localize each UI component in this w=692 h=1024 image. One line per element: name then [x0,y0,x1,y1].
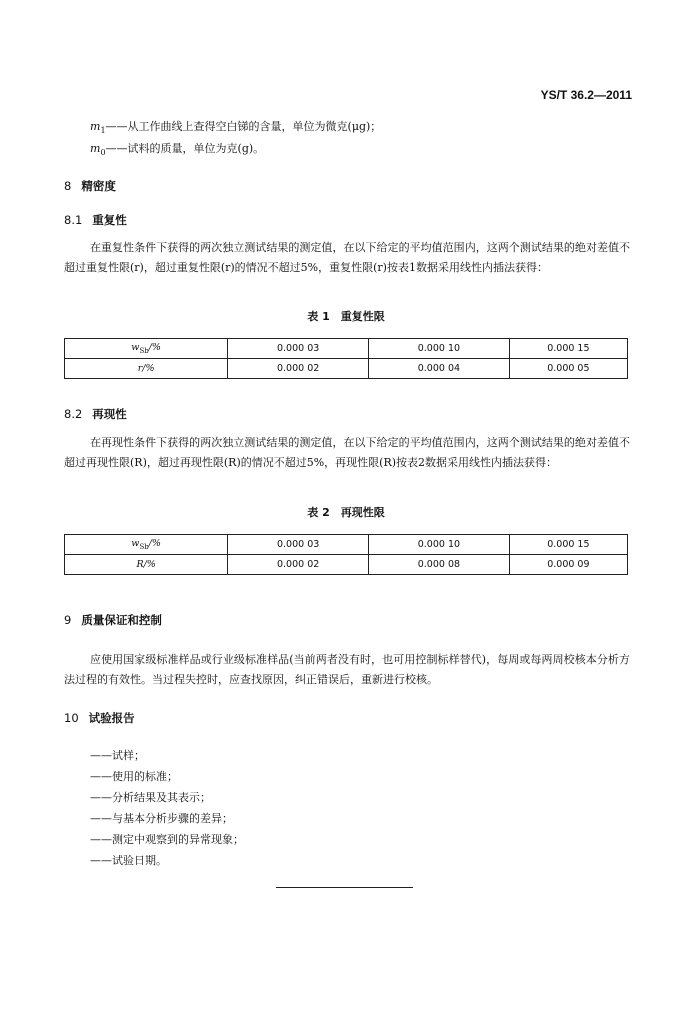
section-8-1-paragraph: 在重复性条件下获得的两次独立测试结果的测定值，在以下给定的平均值范围内，这两个测试结果的绝对差值不超过重复性限(r)，超过重复性限(r)的情况不超过5%，重复性限(r)按表1数据采用线性内插法获得： [64,241,631,274]
section-10-heading [64,710,135,726]
table-cell: 0.000 03 [228,339,369,359]
standard-code-header: YS/T 36.2—2011 [540,88,632,102]
row-header: $w_{Sb}/\%$ [65,339,228,359]
formula-symbol: $m_0$ [90,142,106,158]
table-cell: 0.000 03 [228,535,369,555]
list-item: ——试验日期。 [90,854,167,867]
list-item: ——使用的标准； [90,770,178,783]
section-8-2-heading [64,406,127,422]
formula-text: ——从工作曲线上查得空白锑的含量，单位为微克(μg)； [105,120,382,133]
table-2-caption: 表 2 再现性限 [307,506,385,519]
repeatability-table [64,338,628,379]
table-cell: 0.000 05 [509,359,627,379]
section-number: 8.2 [64,407,83,421]
formula-def-m1 [90,118,381,135]
table-cell: 0.000 10 [369,535,510,555]
section-8-heading [64,178,116,194]
section-9-paragraph: 应使用国家级标准样品或行业级标准样品(当前两者没有时，也可用控制标样替代)，每周或每两周校核本分析方法过程的有效性。当过程失控时，应查找原因，纠正错误后，重新进行校核。 [64,653,630,686]
table-cell: 0.000 15 [509,535,627,555]
list-item: ——测定中观察到的异常现象； [90,833,244,846]
table-cell: 0.000 15 [509,339,627,359]
section-title: 试验报告 [88,711,135,725]
table-row [65,359,628,379]
table-row [65,535,628,555]
section-title: 精密度 [81,179,116,193]
section-title: 再现性 [92,407,127,421]
list-item: ——试样； [90,749,145,762]
section-8-2-paragraph: 在再现性条件下获得的两次独立测试结果的测定值，在以下给定的平均值范围内，这两个测试结果的绝对差值不超过再现性限(R)，超过再现性限(R)的情况不超过5%，再现性限(R)按表2数据采用线性内插法获得： [64,436,631,469]
list-item: ——分析结果及其表示； [90,791,211,804]
section-number: 10 [64,711,79,725]
section-title: 重复性 [92,213,127,227]
table-cell: 0.000 02 [228,555,369,575]
section-number: 8 [64,179,72,193]
list-item: ——与基本分析步骤的差异； [90,812,233,825]
row-header: $w_{Sb}/\%$ [65,535,228,555]
reproducibility-table [64,534,628,575]
section-title: 质量保证和控制 [81,613,162,627]
table-row [65,555,628,575]
formula-symbol: $m_1$ [90,120,106,136]
table-cell: 0.000 08 [369,555,510,575]
table-cell: 0.000 04 [369,359,510,379]
row-header: r/% [65,359,228,379]
section-number: 8.1 [64,213,83,227]
table-1-caption: 表 1 重复性限 [307,310,385,323]
formula-def-m0 [90,140,264,157]
section-8-1-heading [64,212,127,228]
table-cell: 0.000 02 [228,359,369,379]
section-number: 9 [64,613,72,627]
table-row [65,339,628,359]
table-cell: 0.000 10 [369,339,510,359]
formula-text: ——试料的质量，单位为克(g)。 [105,142,265,155]
row-header: R/% [65,555,228,575]
section-9-heading [64,612,162,628]
end-of-document-rule [276,887,413,888]
table-cell: 0.000 09 [509,555,627,575]
